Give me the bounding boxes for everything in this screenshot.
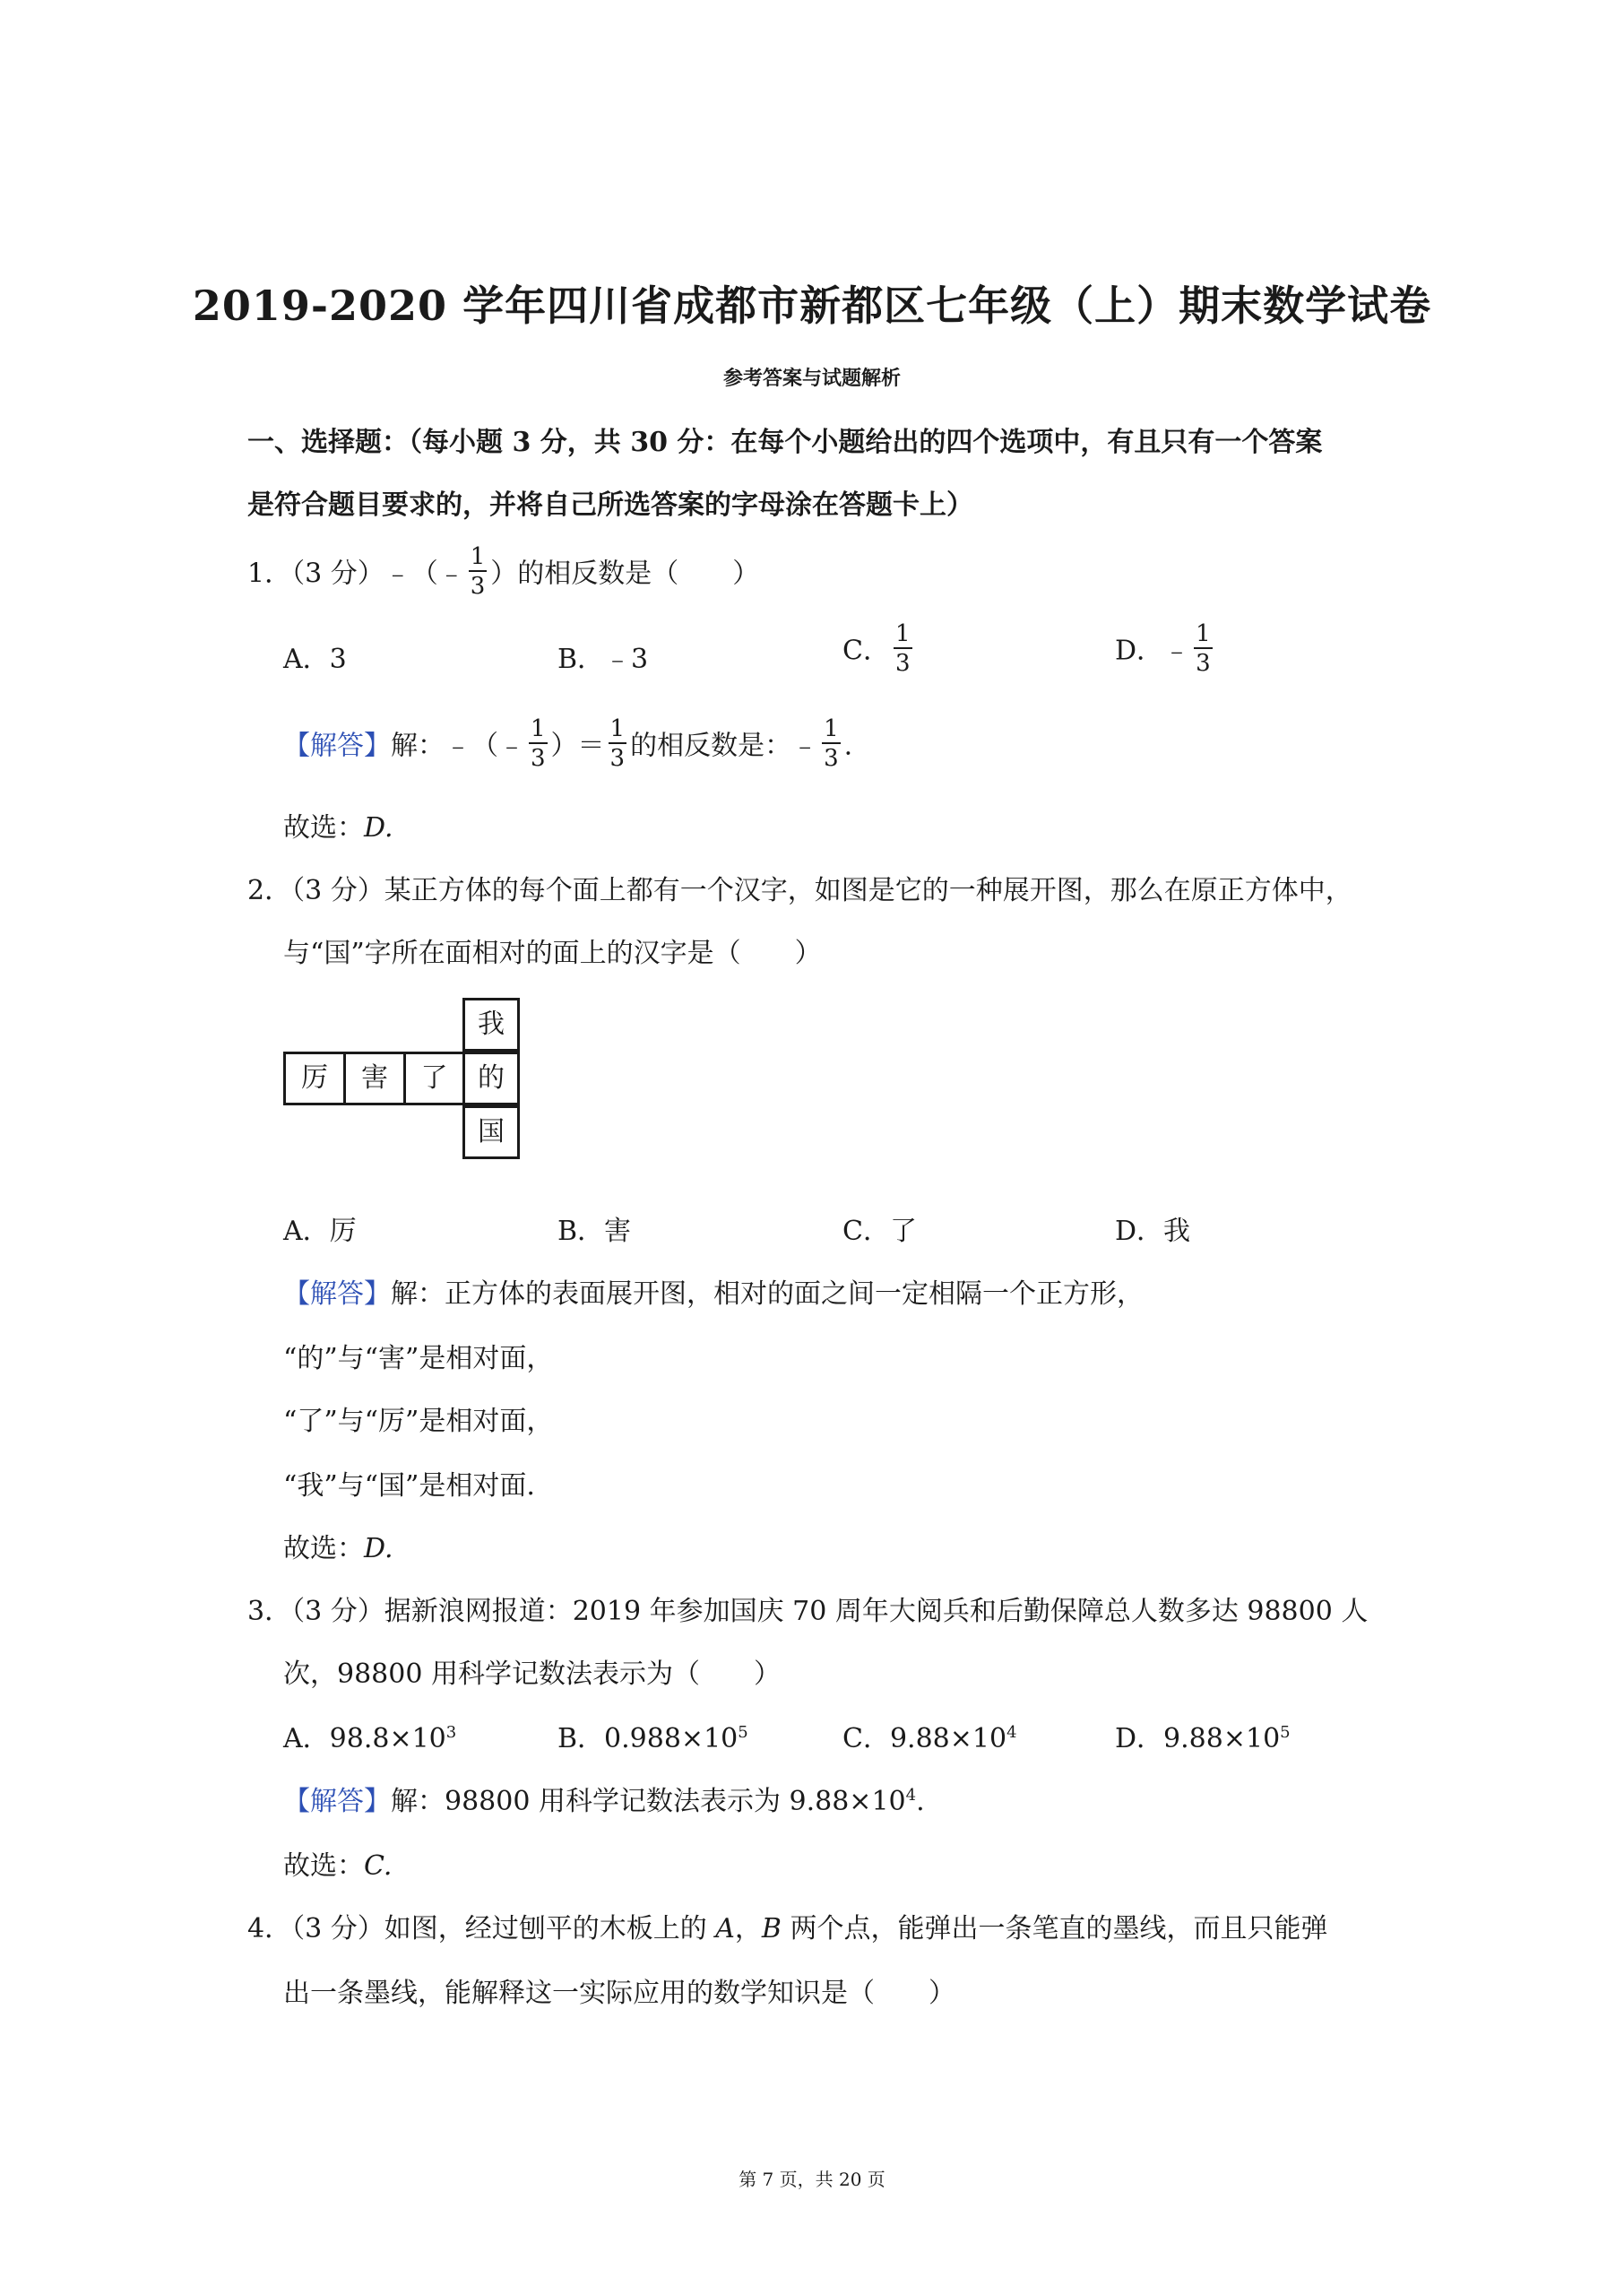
q1-option-d-label: D．﹣ bbox=[1115, 635, 1191, 667]
fraction-numerator: 1 bbox=[894, 620, 911, 647]
q1-answer-fraction-3 bbox=[822, 717, 841, 770]
q3-option-d bbox=[1115, 1716, 1291, 1755]
page-title: 2019-2020 学年四川省成都市新都区七年级（上）期末数学试卷 bbox=[192, 281, 1432, 330]
q2-option-a: A．厉 bbox=[283, 1216, 357, 1247]
question-3-stem-line1: 3．（3 分）据新浪网报道：2019 年参加国庆 70 周年大阅兵和后勤保障总人数多达 98800 人 bbox=[247, 1596, 1369, 1627]
q1-answer-fraction-1 bbox=[529, 717, 548, 770]
question-2-stem-line1: 2．（3 分）某正方体的每个面上都有一个汉字，如图是它的一种展开图，那么在原正方体中， bbox=[247, 875, 1352, 906]
q3-option-b-exponent: 5 bbox=[738, 1723, 748, 1742]
q3-option-a bbox=[283, 1716, 456, 1755]
choice-label: 故选： bbox=[283, 1533, 364, 1564]
q1-answer-fraction-2 bbox=[609, 717, 627, 770]
q2-answer-line4: “我”与“国”是相对面. bbox=[283, 1470, 535, 1502]
q3-answer-end: . bbox=[916, 1786, 925, 1817]
answer-tag: 【解答】 bbox=[283, 730, 391, 762]
q1-answer-mid2: 的相反数是：﹣ bbox=[630, 730, 819, 762]
q2-choice bbox=[283, 1526, 393, 1565]
q4-point-b: B bbox=[761, 1913, 782, 1944]
q3-answer-exponent: 4 bbox=[905, 1786, 917, 1805]
fraction-denominator: 3 bbox=[894, 650, 911, 677]
q3-choice bbox=[283, 1843, 392, 1883]
choice-label: 故选： bbox=[283, 812, 364, 844]
choice-value: D. bbox=[364, 812, 393, 844]
q3-option-d-exponent: 5 bbox=[1280, 1723, 1291, 1742]
fraction-numerator: 1 bbox=[470, 543, 486, 570]
q2-answer-line3: “了”与“厉”是相对面， bbox=[283, 1406, 554, 1437]
q4-point-a: A bbox=[715, 1913, 735, 1944]
fraction-numerator: 1 bbox=[609, 715, 626, 742]
question-4-stem-line1 bbox=[247, 1906, 1328, 1945]
q2-option-b: B．害 bbox=[557, 1216, 632, 1247]
fraction-denominator: 3 bbox=[1196, 650, 1211, 677]
q1-option-c-fraction bbox=[894, 622, 912, 675]
q2-option-c: C．了 bbox=[842, 1216, 917, 1247]
question-1-stem bbox=[247, 543, 760, 602]
page-subtitle: 参考答案与试题解析 bbox=[722, 367, 901, 390]
net-cell-1: 厉 bbox=[283, 1052, 346, 1105]
q3-option-c-base: C．9.88×10 bbox=[842, 1723, 1007, 1754]
q1-answer bbox=[283, 715, 853, 774]
q1-answer-pre: 解：﹣（﹣ bbox=[391, 730, 525, 762]
fraction-denominator: 3 bbox=[531, 745, 546, 772]
q1-answer-mid1: ）＝ bbox=[550, 730, 605, 762]
q3-option-c-exponent: 4 bbox=[1006, 1723, 1017, 1742]
fraction-denominator: 3 bbox=[470, 573, 486, 600]
fraction-numerator: 1 bbox=[824, 715, 839, 742]
fraction-numerator: 1 bbox=[1196, 620, 1211, 647]
q1-option-c bbox=[842, 620, 916, 679]
page-footer: 第 7 页，共 20 页 bbox=[739, 2169, 885, 2190]
q1-option-b: B．﹣3 bbox=[557, 644, 649, 675]
question-2-stem-line2: 与“国”字所在面相对的面上的汉字是（ ） bbox=[283, 938, 822, 969]
q4-stem-pre: 4．（3 分）如图，经过刨平的木板上的 bbox=[247, 1913, 716, 1944]
cube-net-figure bbox=[283, 998, 529, 1173]
q1-option-a: A．3 bbox=[283, 644, 347, 675]
q1-stem-post: ）的相反数是（ ） bbox=[490, 558, 760, 590]
net-cell-bottom: 国 bbox=[462, 1105, 520, 1159]
q2-option-d: D．我 bbox=[1115, 1216, 1191, 1247]
q3-option-c bbox=[842, 1716, 1017, 1755]
q1-stem-pre: 1．（3 分）﹣（﹣ bbox=[247, 558, 465, 590]
fraction-numerator: 1 bbox=[531, 715, 546, 742]
q1-answer-end: . bbox=[843, 730, 853, 762]
choice-label: 故选： bbox=[283, 1850, 364, 1882]
fraction-denominator: 3 bbox=[824, 745, 839, 772]
fraction-denominator: 3 bbox=[609, 745, 626, 772]
q3-option-d-base: D．9.88×10 bbox=[1115, 1723, 1281, 1754]
q1-option-d-fraction bbox=[1194, 622, 1213, 675]
choice-value: D. bbox=[364, 1533, 393, 1564]
question-4-stem-line2: 出一条墨线，能解释这一实际应用的数学知识是（ ） bbox=[283, 1978, 955, 2009]
q4-separator: ， bbox=[734, 1913, 762, 1944]
answer-tag: 【解答】 bbox=[283, 1786, 391, 1817]
section-heading-line2: 是符合题目要求的，并将自己所选答案的字母涂在答题卡上） bbox=[247, 489, 973, 521]
q3-option-b-base: B．0.988×10 bbox=[557, 1723, 739, 1754]
q4-stem-post: 两个点，能弹出一条笔直的墨线，而且只能弹 bbox=[781, 1913, 1328, 1944]
answer-tag: 【解答】 bbox=[283, 1278, 391, 1310]
question-3-stem-line2: 次，98800 用科学记数法表示为（ ） bbox=[283, 1658, 781, 1690]
q3-answer-text: 解：98800 用科学记数法表示为 9.88×10 bbox=[391, 1786, 906, 1817]
q3-option-a-base: A．98.8×10 bbox=[283, 1723, 446, 1754]
net-cell-2: 害 bbox=[343, 1052, 406, 1105]
q1-option-c-label: C． bbox=[842, 635, 890, 667]
net-cell-4: 的 bbox=[462, 1052, 520, 1105]
q3-option-b bbox=[557, 1716, 748, 1755]
choice-value: C. bbox=[364, 1850, 393, 1882]
net-cell-3: 了 bbox=[403, 1052, 465, 1105]
q2-answer-text: 解：正方体的表面展开图，相对的面之间一定相隔一个正方形， bbox=[391, 1278, 1144, 1310]
net-cell-top: 我 bbox=[462, 998, 520, 1052]
q2-answer-line1 bbox=[283, 1271, 1144, 1311]
q1-choice bbox=[283, 805, 393, 844]
q3-option-a-exponent: 3 bbox=[445, 1723, 457, 1742]
q3-answer bbox=[283, 1779, 925, 1818]
q1-stem-fraction bbox=[469, 545, 488, 598]
q1-option-d bbox=[1115, 620, 1216, 679]
section-heading-line1: 一、选择题：（每小题 3 分，共 30 分：在每个小题给出的四个选项中，有且只有一个答案 bbox=[247, 427, 1323, 458]
q2-answer-line2: “的”与“害”是相对面， bbox=[283, 1343, 554, 1374]
